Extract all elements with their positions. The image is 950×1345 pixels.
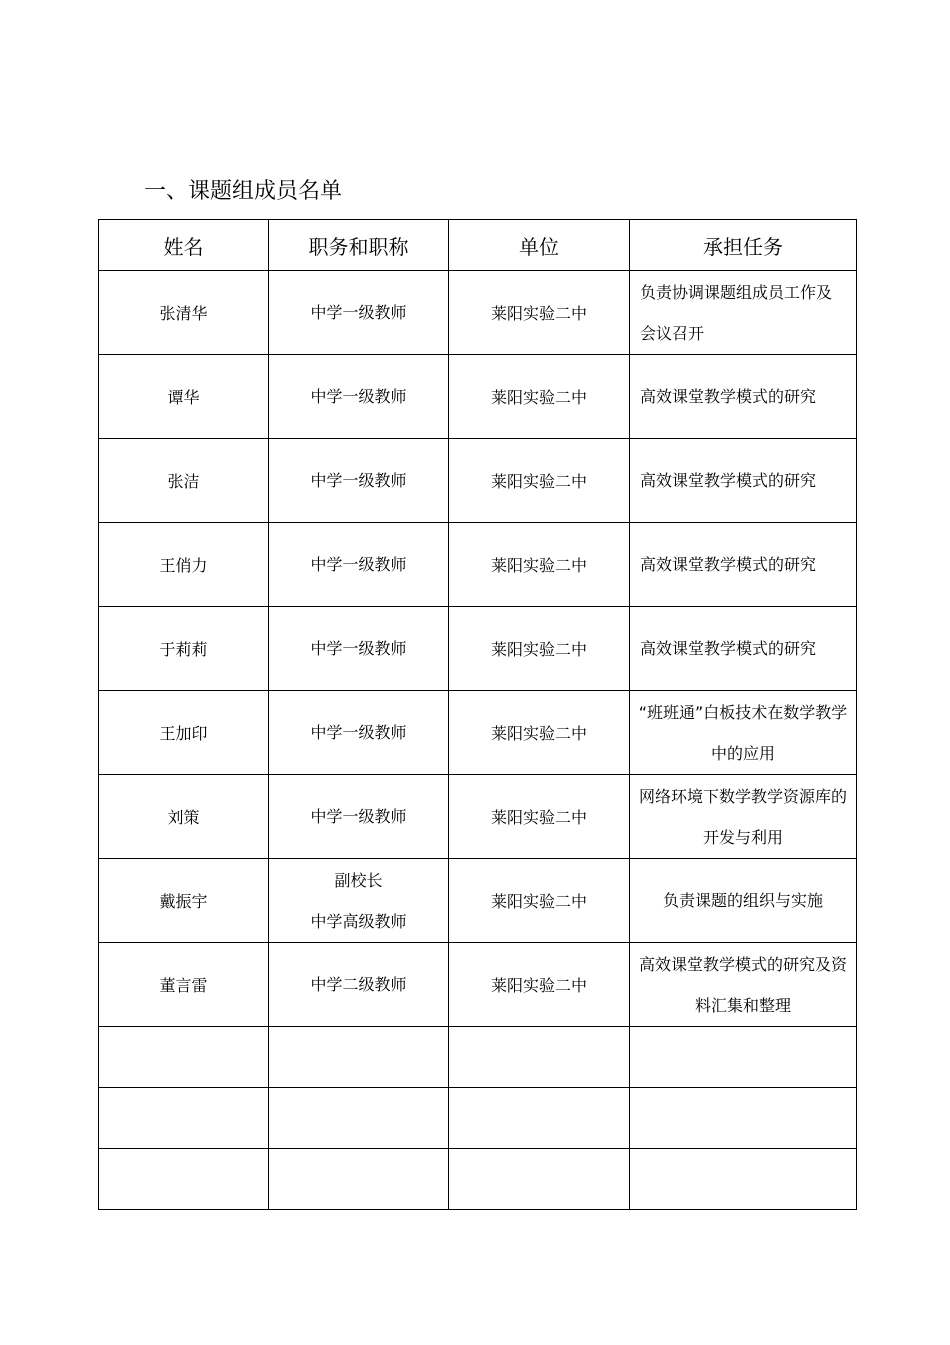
cell-title bbox=[269, 271, 449, 355]
cell-title bbox=[269, 943, 449, 1027]
cell-title bbox=[269, 775, 449, 859]
empty-row bbox=[99, 1149, 857, 1210]
cell-task bbox=[630, 943, 857, 1027]
table-row bbox=[99, 271, 857, 355]
cell-task bbox=[630, 271, 857, 355]
task-text: 负责协调课题组成员工作及会议召开 bbox=[640, 282, 833, 343]
empty-cell bbox=[630, 1027, 857, 1088]
cell-unit: 莱阳实验二中 bbox=[449, 859, 630, 943]
title-line: 中学一级教师 bbox=[310, 807, 407, 826]
cell-task bbox=[630, 859, 857, 943]
task-text: “班班通”白板技术在数学教学中的应用 bbox=[638, 702, 848, 763]
cell-title bbox=[269, 439, 449, 523]
cell-title bbox=[269, 607, 449, 691]
table-row bbox=[99, 943, 857, 1027]
cell-unit: 莱阳实验二中 bbox=[449, 271, 630, 355]
task-text: 高效课堂教学模式的研究 bbox=[640, 555, 817, 574]
empty-cell bbox=[630, 1088, 857, 1149]
empty-row bbox=[99, 1027, 857, 1088]
cell-name: 谭华 bbox=[99, 355, 269, 439]
page-heading: 一、课题组成员名单 bbox=[144, 179, 343, 204]
cell-unit: 莱阳实验二中 bbox=[449, 439, 630, 523]
member-table bbox=[98, 219, 857, 1210]
title-line: 中学一级教师 bbox=[310, 555, 407, 574]
title-line: 副校长 bbox=[334, 870, 383, 890]
empty-cell bbox=[99, 1027, 269, 1088]
table-row bbox=[99, 439, 857, 523]
empty-cell bbox=[99, 1088, 269, 1149]
cell-name: 于莉莉 bbox=[99, 607, 269, 691]
task-text: 负责课题的组织与实施 bbox=[662, 891, 823, 910]
header-task: 承担任务 bbox=[630, 220, 857, 271]
cell-name: 王俏力 bbox=[99, 523, 269, 607]
table-row bbox=[99, 775, 857, 859]
empty-cell bbox=[449, 1088, 630, 1149]
cell-task bbox=[630, 439, 857, 523]
cell-name: 刘策 bbox=[99, 775, 269, 859]
task-text: 高效课堂教学模式的研究 bbox=[640, 387, 817, 406]
cell-title bbox=[269, 355, 449, 439]
empty-cell bbox=[269, 1027, 449, 1088]
empty-cell bbox=[630, 1149, 857, 1210]
empty-cell bbox=[449, 1149, 630, 1210]
table-body bbox=[99, 271, 857, 1210]
table-row bbox=[99, 607, 857, 691]
header-title: 职务和职称 bbox=[269, 220, 449, 271]
empty-row bbox=[99, 1088, 857, 1149]
cell-title bbox=[269, 691, 449, 775]
cell-name: 张清华 bbox=[99, 271, 269, 355]
cell-title bbox=[269, 523, 449, 607]
empty-cell bbox=[269, 1088, 449, 1149]
cell-unit: 莱阳实验二中 bbox=[449, 523, 630, 607]
task-text: 高效课堂教学模式的研究 bbox=[640, 471, 817, 490]
title-line: 中学一级教师 bbox=[310, 387, 407, 406]
empty-cell bbox=[269, 1149, 449, 1210]
empty-cell bbox=[449, 1027, 630, 1088]
title-line: 中学一级教师 bbox=[310, 639, 407, 658]
table-row bbox=[99, 859, 857, 943]
task-text: 高效课堂教学模式的研究及资料汇集和整理 bbox=[638, 954, 847, 1015]
cell-unit: 莱阳实验二中 bbox=[449, 607, 630, 691]
cell-task bbox=[630, 691, 857, 775]
header-name: 姓名 bbox=[99, 220, 269, 271]
table-row bbox=[99, 523, 857, 607]
table-row bbox=[99, 691, 857, 775]
cell-unit: 莱阳实验二中 bbox=[449, 355, 630, 439]
cell-title bbox=[269, 859, 449, 943]
cell-task bbox=[630, 523, 857, 607]
table-row bbox=[99, 355, 857, 439]
cell-name: 戴振宇 bbox=[99, 859, 269, 943]
cell-unit: 莱阳实验二中 bbox=[449, 691, 630, 775]
title-line: 中学二级教师 bbox=[310, 975, 407, 994]
cell-task bbox=[630, 607, 857, 691]
cell-unit: 莱阳实验二中 bbox=[449, 943, 630, 1027]
title-line: 中学高级教师 bbox=[310, 911, 407, 931]
cell-name: 董言雷 bbox=[99, 943, 269, 1027]
cell-name: 王加印 bbox=[99, 691, 269, 775]
task-text: 网络环境下数学教学资源库的开发与利用 bbox=[638, 786, 847, 847]
title-line: 中学一级教师 bbox=[310, 471, 407, 490]
cell-task bbox=[630, 775, 857, 859]
header-row bbox=[99, 220, 857, 271]
cell-name: 张洁 bbox=[99, 439, 269, 523]
title-line: 中学一级教师 bbox=[310, 723, 407, 742]
title-line: 中学一级教师 bbox=[310, 303, 407, 322]
task-text: 高效课堂教学模式的研究 bbox=[640, 639, 817, 658]
cell-unit: 莱阳实验二中 bbox=[449, 775, 630, 859]
empty-cell bbox=[99, 1149, 269, 1210]
cell-task bbox=[630, 355, 857, 439]
header-unit: 单位 bbox=[449, 220, 630, 271]
